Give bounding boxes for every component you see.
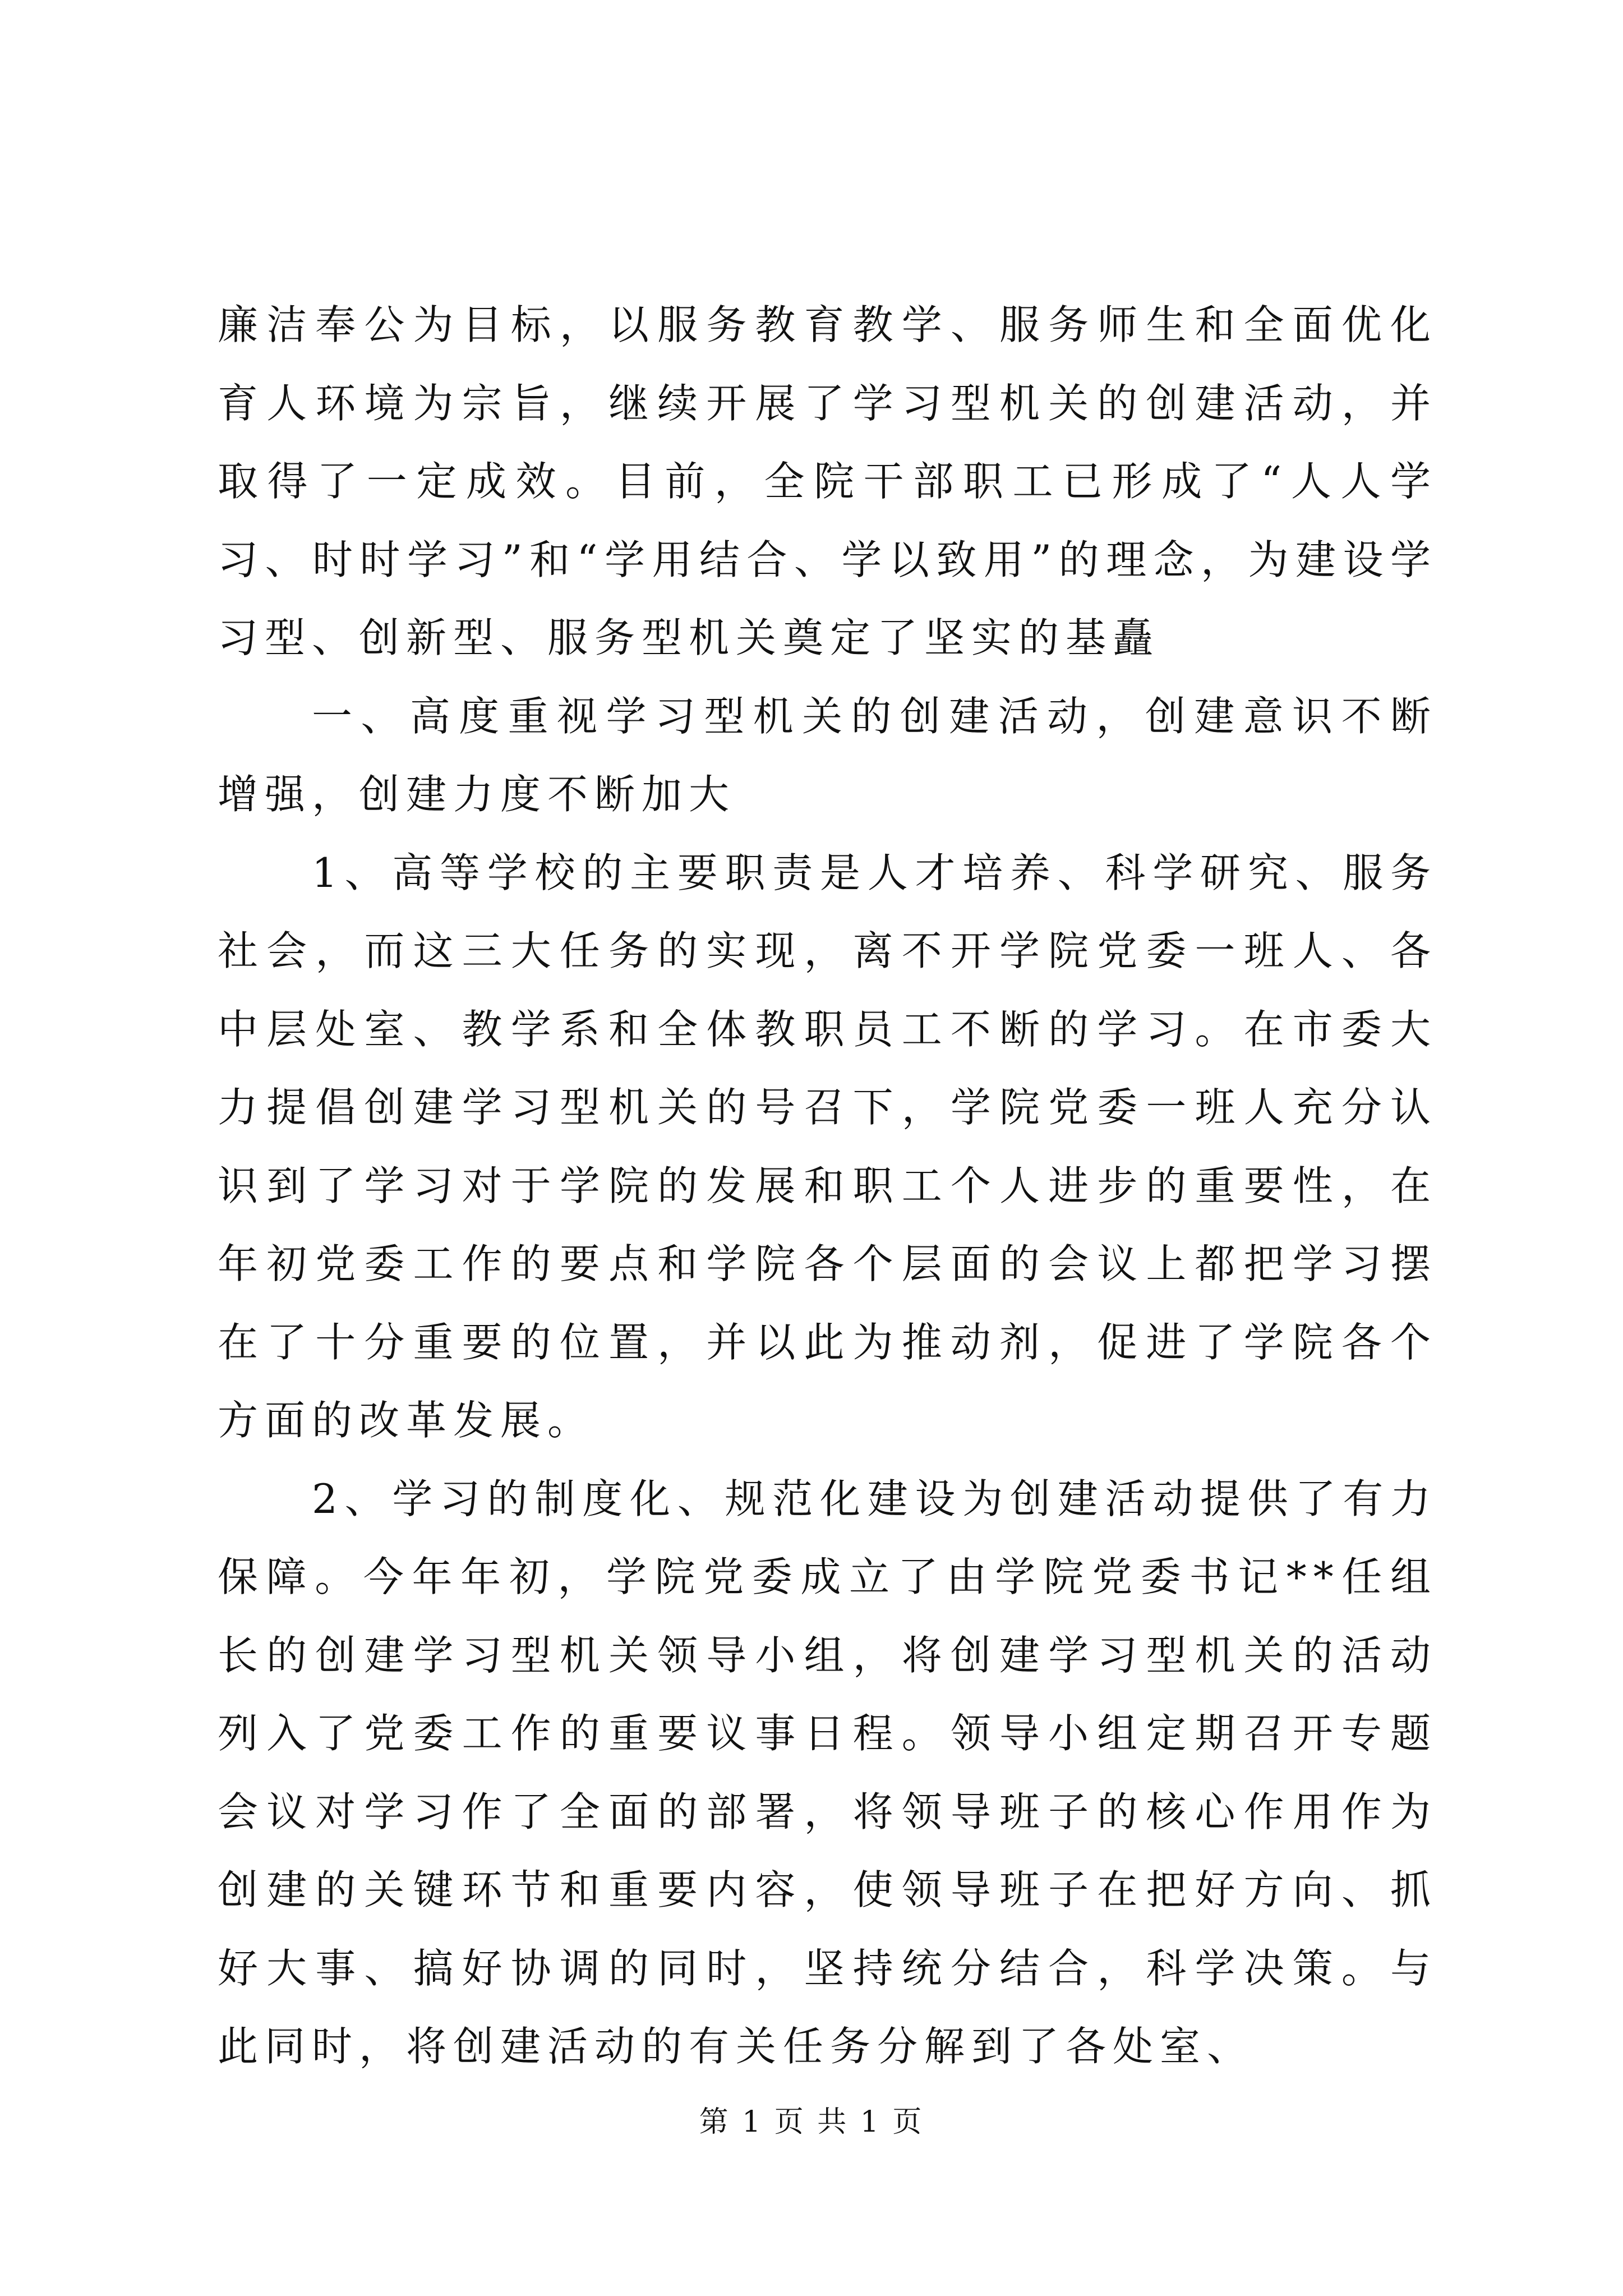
paragraph-intro-continuation: 廉洁奉公为目标，以服务教育教学、服务师生和全面优化育人环境为宗旨，继续开展了学习型机关的创建活动，并取得了一定成效。目前，全院干部职工已形成了“人人学习、时时学习”和“学用结合、学以致用”的理念，为建设学习型、创新型、服务型机关奠定了坚实的基矗 [218,301,1437,661]
paragraph-item-1: 1、高等学校的主要职责是人才培养、科学研究、服务社会，而这三大任务的实现，离不开学院党委一班人、各中层处室、教学系和全体教职员工不断的学习。在市委大力提倡创建学习型机关的号召下，学院党委一班人充分认识到了学习对于学院的发展和职工个人进步的重要性，在年初党委工作的要点和学院各个层面的会议上都把学习摆在了十分重要的位置，并以此为推动剂，促进了学院各个方面的改革发展。 [218,849,1437,1444]
page-number-footer: 第 1 页 共 1 页 [699,2105,924,2139]
paragraph-item-2: 2、学习的制度化、规范化建设为创建活动提供了有力保障。今年年初，学院党委成立了由学院党委书记**任组长的创建学习型机关领导小组，将创建学习型机关的活动列入了党委工作的重要议事日程。领导小组定期召开专题会议对学习作了全面的部署，将领导班子的核心作用作为创建的关键环节和重要内容，使领导班子在把好方向、抓好大事、搞好协调的同时，坚持统分结合，科学决策。与此同时，将创建活动的有关任务分解到了各处室、 [218,1475,1437,2070]
document-body [218,286,1437,2086]
section-heading-1: 一、高度重视学习型机关的创建活动，创建意识不断增强，创建力度不断加大 [218,692,1437,818]
